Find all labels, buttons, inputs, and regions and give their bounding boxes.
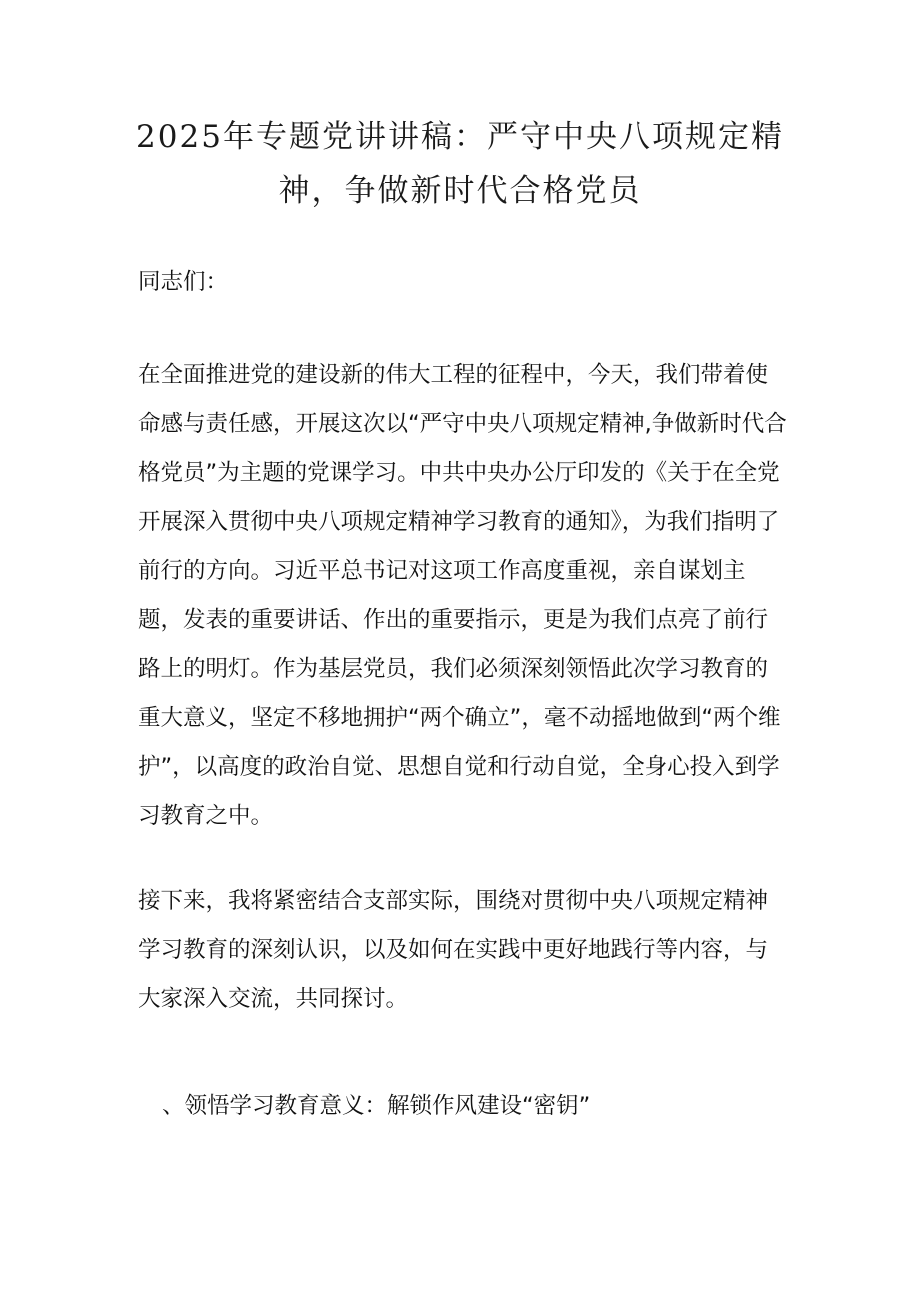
section-heading: 、领悟学习教育意义：解锁作风建设“密钥” <box>162 1093 591 1119</box>
body-paragraph-2: 接下来，我将紧密结合支部实际，围绕对贯彻中央八项规定精神学习教育的深刻认识，以及如何在实践中更好地践行等内容，与大家深入交流，共同探讨。 <box>138 888 769 1012</box>
document-title: 2025年专题党讲讲稿：严守中央八项规定精神，争做新时代合格党员 <box>136 119 784 209</box>
salutation: 同志们： <box>138 269 229 295</box>
body-paragraph-1: 在全面推进党的建设新的伟大工程的征程中，今天，我们带着使命感与责任感，开展这次以“严守中央八项规定精神,争做新时代合格党员”为主题的党课学习。中共中央办公厅印发的《关于在全党开展深入贯彻中央八项规定精神学习教育的通知》，为我们指明了前行的方向。习近平总书记对这项工作高度重视，亲自谋划主题，发表的重要讲话、作出的重要指示，更是为我们点亮了前行路上的明灯。作为基层党员，我们必须深刻领悟此次学习教育的重大意义，坚定不移地拥护“两个确立”，毫不动摇地做到“两个维护”，以高度的政治自觉、思想自觉和行动自觉，全身心投入到学习教育之中。 <box>138 362 787 829</box>
